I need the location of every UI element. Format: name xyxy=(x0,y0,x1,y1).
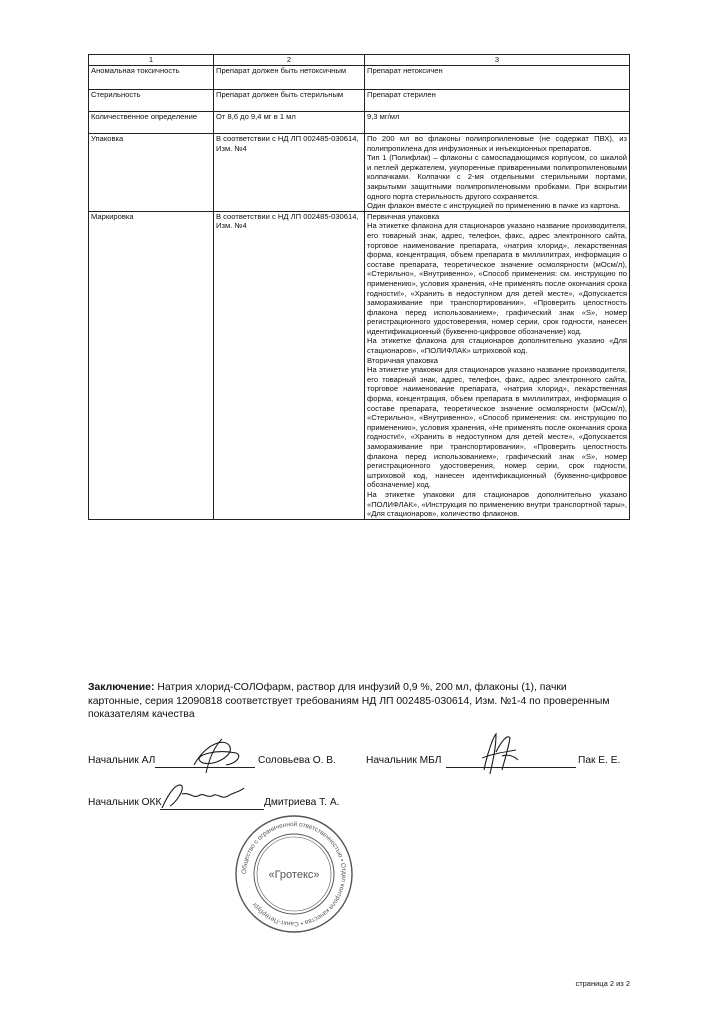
signer-mbl-role: Начальник МБЛ xyxy=(366,755,442,766)
param-cell: Количественное определение xyxy=(89,112,214,134)
signer-al-name: Соловьева О. В. xyxy=(258,755,336,766)
result-text: Тип 1 (Полифлак) – флаконы с самоспадающимся корпусом, со шкалой и петлей держателем, укупоренные приваренными полипропиленовыми колпачками. Колпачки с 2-мя отдельными стерильными портами, закрытыми защитными полипропиленовыми пробками. При вскрытии одного порта стерильность другого сохраняется. xyxy=(367,153,627,201)
result-text: Препарат нетоксичен xyxy=(367,66,443,75)
norm-cell: От 8,6 до 9,4 мг в 1 мл xyxy=(214,112,365,134)
signature-mbl-image xyxy=(478,730,522,778)
result-text: Первичная упаковка xyxy=(367,211,440,221)
result-text: 9,3 мг/мл xyxy=(367,112,400,121)
table-row xyxy=(89,211,630,519)
signer-mbl-name: Пак Е. Е. xyxy=(578,755,621,766)
result-text: На этикетке упаковки для стационаров указано название производителя, его товарный знак, адрес, телефон, факс, адрес электронного сайта, торговое наименование препарата, «натрия хлорид», лекарственная форма, концентрация, объем препарата в миллилитрах, информация о составе препарата, теоретическое значение осмолярности (мОсм/л), «Стерильно», «Внутривенно», «Способ применения: см. инструкцию по применению», условия хранения, «Не применять после окончания срока годности!», «Хранить в недоступном для детей месте», «Допускается замораживание при транспортировании», «Проверить целостность флакона перед использованием», графический знак «S», номер регистрационного удостоверения, номер серии, срок годности, штриховой код, нанесен идентификационный (буквенно-цифровое обозначение) код. xyxy=(367,365,627,490)
result-text: На этикетке флакона для стационаров дополнительно указано «Для стационаров», «ПОЛИФЛАК» штриховой код. xyxy=(367,336,627,356)
conclusion-text: Натрия хлорид-СОЛОфарм, раствор для инфузий 0,9 %, 200 мл, флаконы (1), пачки картонные, серия 12090818 соответствует требованиям НД ЛП 002485-030614, Изм. №1-4 по проверенным показателям качества xyxy=(88,682,610,721)
results-table xyxy=(88,54,630,520)
result-text: На этикетке упаковки для стационаров дополнительно указано «ПОЛИФЛАК», «Инструкция по применению внутри транспортной тары», «Для стационаров», количество флаконов. xyxy=(367,489,627,519)
result-text: По 200 мл во флаконы полипропиленовые (не содержат ПВХ), из полипропилена для инфузионных и инъекционных препаратов. xyxy=(367,134,627,153)
result-text: На этикетке флакона для стационаров указано название производителя, его товарный знак, адрес, телефон, факс, адрес электронного сайта, торговое наименование препарата, «натрия хлорид», лекарственная форма, концентрация, объем препарата в миллилитрах, информация о составе препарата, теоретическое значение осмолярности (мОсм/л), «Стерильно», «Внутривенно», «Способ применения: см. инструкцию по применению», условия хранения, «Не применять после окончания срока годности!», «Хранить в недоступном для детей месте», «Допускается замораживание при транспортировании», «Проверить целостность флакона перед использованием», графический знак «S», номер регистрационного удостоверения, номер серии, срок годности, нанесен идентификационный (буквенно-цифровое обозначение) код. xyxy=(367,221,627,336)
result-cell xyxy=(365,112,630,134)
norm-cell: Препарат должен быть стерильным xyxy=(214,90,365,112)
conclusion xyxy=(88,681,623,722)
result-cell xyxy=(365,90,630,112)
param-cell: Упаковка xyxy=(89,134,214,212)
stamp-center-text: «Гротекс» xyxy=(268,869,320,881)
signer-al-role: Начальник АЛ xyxy=(88,755,156,766)
table-header-row xyxy=(89,55,630,66)
result-text: Один флакон вместе с инструкцией по применению в пачке из картона. xyxy=(367,201,621,211)
result-cell xyxy=(365,66,630,90)
signer-okk-name: Дмитриева Т. А. xyxy=(264,797,340,808)
result-text: Вторичная упаковка xyxy=(367,355,438,365)
param-cell: Аномальная токсичность xyxy=(89,66,214,90)
table-row xyxy=(89,112,630,134)
conclusion-label: Заключение: xyxy=(88,682,155,693)
signer-okk-role: Начальник ОКК xyxy=(88,797,162,808)
col-header-1: 1 xyxy=(89,55,214,66)
norm-cell: Препарат должен быть нетоксичным xyxy=(214,66,365,90)
result-cell xyxy=(365,211,630,519)
param-cell: Стерильность xyxy=(89,90,214,112)
norm-cell: В соответствии с НД ЛП 002485-030614, Изм. №4 xyxy=(214,134,365,212)
result-text: Препарат стерилен xyxy=(367,90,436,99)
col-header-2: 2 xyxy=(214,55,365,66)
param-cell: Маркировка xyxy=(89,211,214,519)
result-cell xyxy=(365,134,630,212)
table-row xyxy=(89,66,630,90)
table-row xyxy=(89,90,630,112)
stamp-ring-text: Общество с ограниченной ответственностью • Отдел контроля качества • Санкт-Петербург xyxy=(240,820,348,928)
signature-okk-image xyxy=(158,778,248,814)
signature-al-image xyxy=(186,735,248,777)
quality-control-stamp xyxy=(232,812,356,936)
table-row xyxy=(89,134,630,212)
norm-cell: В соответствии с НД ЛП 002485-030614, Изм. №4 xyxy=(214,211,365,519)
col-header-3: 3 xyxy=(365,55,630,66)
page-number: страница 2 из 2 xyxy=(575,979,630,988)
